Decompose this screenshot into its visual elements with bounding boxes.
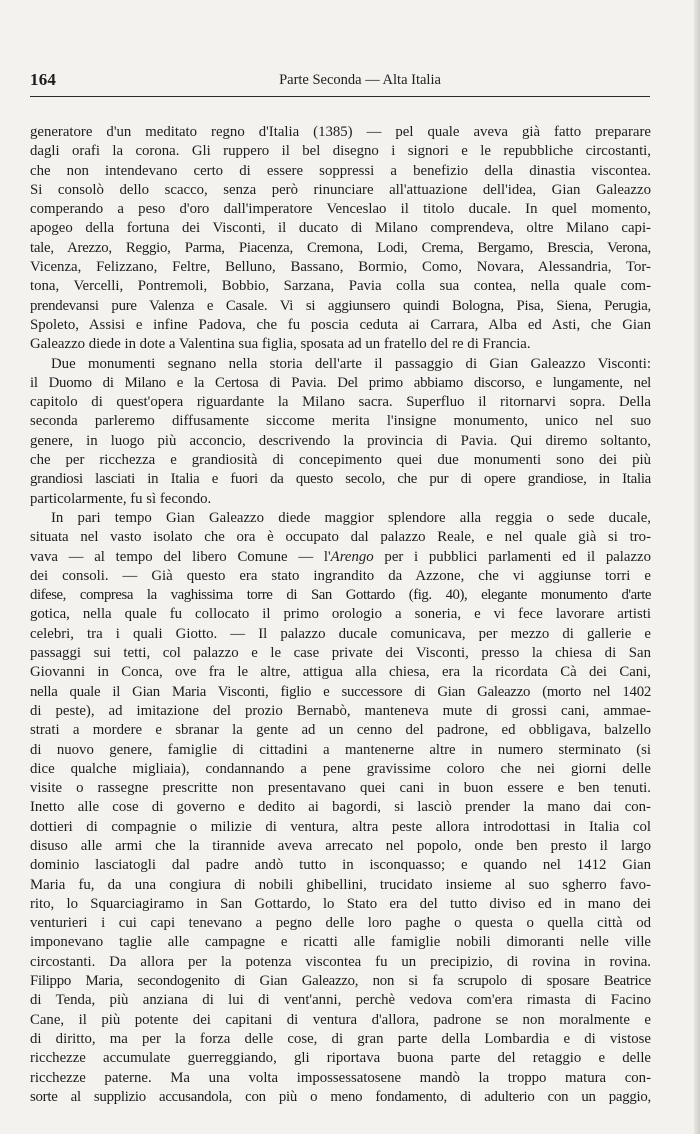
text-line: che per ricchezza e grandiosità di concepimento quei due monumenti sono dei più bbox=[30, 452, 651, 469]
text-line: ricchezze accumulate guerreggiando, gli riportava buona parte del retaggio e delle bbox=[30, 1050, 651, 1067]
text-line: dominio lasciatogli dal padre andò tutto in isconquasso; e quando nel 1412 Gian bbox=[30, 857, 651, 874]
text-line: situata nel vasto isolato che ora è occupato dal palazzo Reale, e nel quale già si tro- bbox=[30, 529, 651, 546]
text-line: capitolo di quest'opera riguardante la Milano sacra. Superfluo il ritornarvi sopra. Della bbox=[30, 394, 651, 411]
text-line: prendevansi pure Valenza e Casale. Vi si aggiunsero quindi Bologna, Pisa, Siena, Perugia, bbox=[30, 297, 651, 314]
page-edge-shadow bbox=[694, 0, 700, 1134]
text-line: celebri, tra i quali Giotto. — Il palazzo ducale comunicava, per mezzo di gallerie e bbox=[30, 625, 651, 642]
text-line: dei consoli. — Già questo era stato ingrandito da Azzone, che vi aggiunse torri e bbox=[30, 567, 651, 584]
text-line: grandiosi lasciati in Italia e fuori da questo secolo, che pur di opere grandiose, in Italia bbox=[30, 471, 651, 488]
text-line: comperando a peso d'oro dall'imperatore Venceslao il titolo ducale. In quel momento, bbox=[30, 201, 651, 218]
text-line: Spoleto, Assisi e infine Padova, che fu poscia ceduta ai Carrara, Alba ed Asti, che Gian bbox=[30, 316, 651, 333]
text-segment: vava — al tempo del libero Comune — l' bbox=[30, 548, 331, 565]
page-number: 164 bbox=[30, 70, 57, 89]
text-line: dagli orafi la corona. Gli ruppero il bel disegno i signori e le repubbliche circostanti, bbox=[30, 143, 651, 160]
text-line: circostanti. Da allora per la potenza viscontea fu un precipizio, di rovina in rovina. bbox=[30, 953, 651, 970]
text-line: sorte al supplizio accusandola, con più o meno fondamento, di adulterio con un paggio, bbox=[30, 1088, 651, 1105]
text-line: tale, Arezzo, Reggio, Parma, Piacenza, Cremona, Lodi, Crema, Bergamo, Brescia, Verona, bbox=[30, 239, 651, 256]
text-line: imponevano taglie alle campagne e ricatti alle famiglie nobili dimoranti nelle ville bbox=[30, 934, 651, 951]
text-line: particolarmente, fu sì fecondo. bbox=[30, 490, 212, 507]
body-text bbox=[30, 123, 651, 1107]
text-line: Vicenza, Felizzano, Feltre, Belluno, Bassano, Bormio, Como, Novara, Alessandria, Tor- bbox=[30, 259, 651, 276]
text-line bbox=[30, 548, 651, 567]
text-segment: per i pubblici parlamenti ed il palazzo bbox=[373, 548, 651, 565]
text-line: passaggi sui tetti, col palazzo e le case private dei Visconti, presso la chiesa di San bbox=[30, 645, 651, 662]
paragraph-start-line: Due monumenti segnano nella storia dell'arte il passaggio di Gian Galeazzo Visconti: bbox=[51, 355, 651, 372]
text-line: visite o rassegne prescritte non presentavano quei cani in buon essere e ben tenuti. bbox=[30, 780, 651, 797]
text-line: di diritto, ma per la forza delle cose, di gran parte della Lombardia e di vistose bbox=[30, 1030, 651, 1047]
running-title: Parte Seconda — Alta Italia bbox=[279, 72, 441, 88]
text-line: seconda parleremo diffusamente siccome merita l'insigne monumento, unico nel suo bbox=[30, 413, 651, 430]
text-line: il Duomo di Milano e la Certosa di Pavia. Del primo abbiamo discorso, e lungamente, nel bbox=[30, 374, 651, 391]
text-line: Giovanni in Conca, ove fra le altre, attigua alla chiesa, era la ricordata Cà dei Cani, bbox=[30, 664, 651, 681]
text-line: venturieri i cui capi tenevano a pegno delle loro paghe o questa o quella città od bbox=[30, 915, 651, 932]
text-line: dice qualche migliaia), condannando a pene gravissime coloro che nei giorni delle bbox=[30, 760, 651, 777]
header-rule bbox=[30, 96, 650, 97]
text-line: rito, lo Squarciagiramo in San Gottardo, lo Stato era del tutto diviso ed in mano dei bbox=[30, 895, 651, 912]
italic-term: Arengo bbox=[330, 548, 374, 565]
text-line: nella quale il Gian Maria Visconti, figlio e successore di Gian Galeazzo (morto nel 1402 bbox=[30, 683, 651, 700]
text-line: Maria fu, da una congiura di nobili ghibellini, trucidato insieme al suo sgherro favo- bbox=[30, 876, 651, 893]
text-line: Filippo Maria, secondogenito di Gian Galeazzo, non si fa scrupolo di sposare Beatrice bbox=[30, 973, 651, 990]
text-line: strati a mordere e sbranar la gente ad un cenno del padrone, ed obbligava, balzello bbox=[30, 722, 651, 739]
text-line: tona, Vercelli, Pontremoli, Bobbio, Sarzana, Pavia colla sua contea, nella quale com- bbox=[30, 278, 651, 295]
text-line: che non intendevano certo di essere soppressi a benefizio della dinastia viscontea. bbox=[30, 162, 651, 179]
text-line: generatore d'un meditato regno d'Italia (1385) — pel quale aveva già fatto preparare bbox=[30, 124, 651, 140]
running-head bbox=[30, 70, 650, 94]
text-line: di peste), ad imitazione del prozio Bernabò, manteneva mute di grossi cani, ammae- bbox=[30, 702, 651, 719]
text-line: Cane, il più potente dei capitani di ventura d'allora, padrone se non moralmente e bbox=[30, 1011, 651, 1028]
text-line: Galeazzo diede in dote a Valentina sua figlia, sposata ad un fratello del re di Francia. bbox=[30, 336, 531, 353]
text-line: disuso alle armi che la tirannide aveva arrecato nel popolo, onde ben presto il largo bbox=[30, 837, 651, 854]
paragraph-start-line: In pari tempo Gian Galeazzo diede maggior splendore alla reggia o sede ducale, bbox=[51, 509, 651, 526]
text-line: gotica, nella quale fu collocato il primo orologio a soneria, e vi fece lavorare artisti bbox=[30, 606, 651, 623]
text-line: Si consolò dello scacco, senza però rinunciare all'attuazione dell'idea, Gian Galeazzo bbox=[30, 181, 651, 198]
text-line: di Tenda, più anziana di lui di vent'anni, perchè vedova com'era rimasta di Facino bbox=[30, 992, 651, 1009]
text-line: di nuovo genere, famiglie di cittadini a mantenerne altre in numero sterminato (si bbox=[30, 741, 651, 758]
text-line: genere, in luogo più acconcio, descrivendo la provincia di Pavia. Qui diremo soltanto, bbox=[30, 432, 651, 449]
text-line: Inetto alle cose di governo e dedito ai bagordi, si lasciò prender la mano dai con- bbox=[30, 799, 651, 816]
text-line: apogeo della fortuna dei Visconti, il ducato di Milano comprendeva, oltre Milano capi- bbox=[30, 220, 651, 237]
text-line: ricchezze paterne. Ma una volta impossessatosene mandò la troppo matura con- bbox=[30, 1069, 651, 1086]
text-line: dottieri di compagnie o milizie di ventura, altra peste allora introdottasi in Italia col bbox=[30, 818, 651, 835]
text-line: difese, compresa la vaghissima torre di San Gottardo (fig. 40), elegante monumento d'arte bbox=[30, 587, 651, 604]
